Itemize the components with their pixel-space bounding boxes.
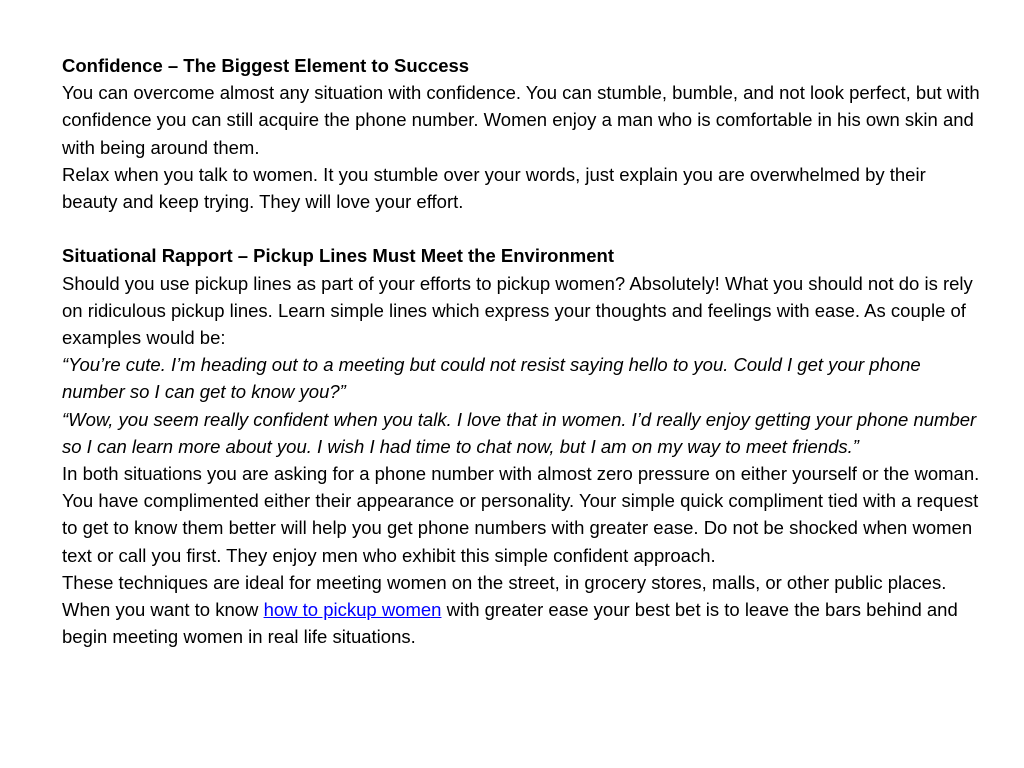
paragraph-pickup-lines: Should you use pickup lines as part of your efforts to pickup women? Absolutely! What you should not do is rely on ridiculous pickup lines. Learn simple lines which express your thoughts and feelings with ease. As couple of examples would be:	[62, 272, 973, 349]
paragraph-relax: Relax when you talk to women. It you stumble over your words, just explain you are overwhelmed by their beauty and keep trying. They will love your effort.	[62, 163, 926, 213]
paragraph-techniques	[62, 569, 982, 651]
section-heading-confidence: Confidence – The Biggest Element to Success	[62, 55, 470, 76]
section-heading-situational-rapport: Situational Rapport – Pickup Lines Must Meet the Environment	[62, 245, 614, 267]
paragraph-confidence-intro: You can overcome almost any situation with confidence. You can stumble, bumble, and not look perfect, but with confidence you can still acquire the phone number. Women enjoy a man who is comfortable in his own skin and with being around them.	[62, 82, 980, 158]
paragraph-both-situations: In both situations you are asking for a phone number with almost zero pressure on either yourself or the woman. You have complimented either their appearance or personality. Your simple quick compliment tied with a request to get to know them better will help you get phone numbers with greater ease. Do not be shocked when women text or call you first. They enjoy men who exhibit this simple confident approach.	[62, 463, 980, 566]
slide-content	[62, 52, 982, 650]
paragraph-techniques-after-link: with greater ease your best bet is to leave the bars behind and begin meeting women in real life situations.	[62, 599, 958, 648]
example-quote-1: “You’re cute. I’m heading out to a meeting but could not resist saying hello to you. Could I get your phone number so I can get to know you?”	[62, 354, 921, 403]
section-spacer	[62, 215, 982, 242]
example-quote-2: “Wow, you seem really confident when you talk. I love that in women. I’d really enjoy getting your phone number so I can learn more about you. I wish I had time to chat now, but I am on my way to meet friends.”	[62, 408, 977, 457]
pickup-women-link[interactable]: how to pickup women	[263, 599, 442, 621]
paragraph-techniques-before-link: These techniques are ideal for meeting women on the street, in grocery stores, malls, or other public places. When you want to know	[62, 571, 947, 621]
